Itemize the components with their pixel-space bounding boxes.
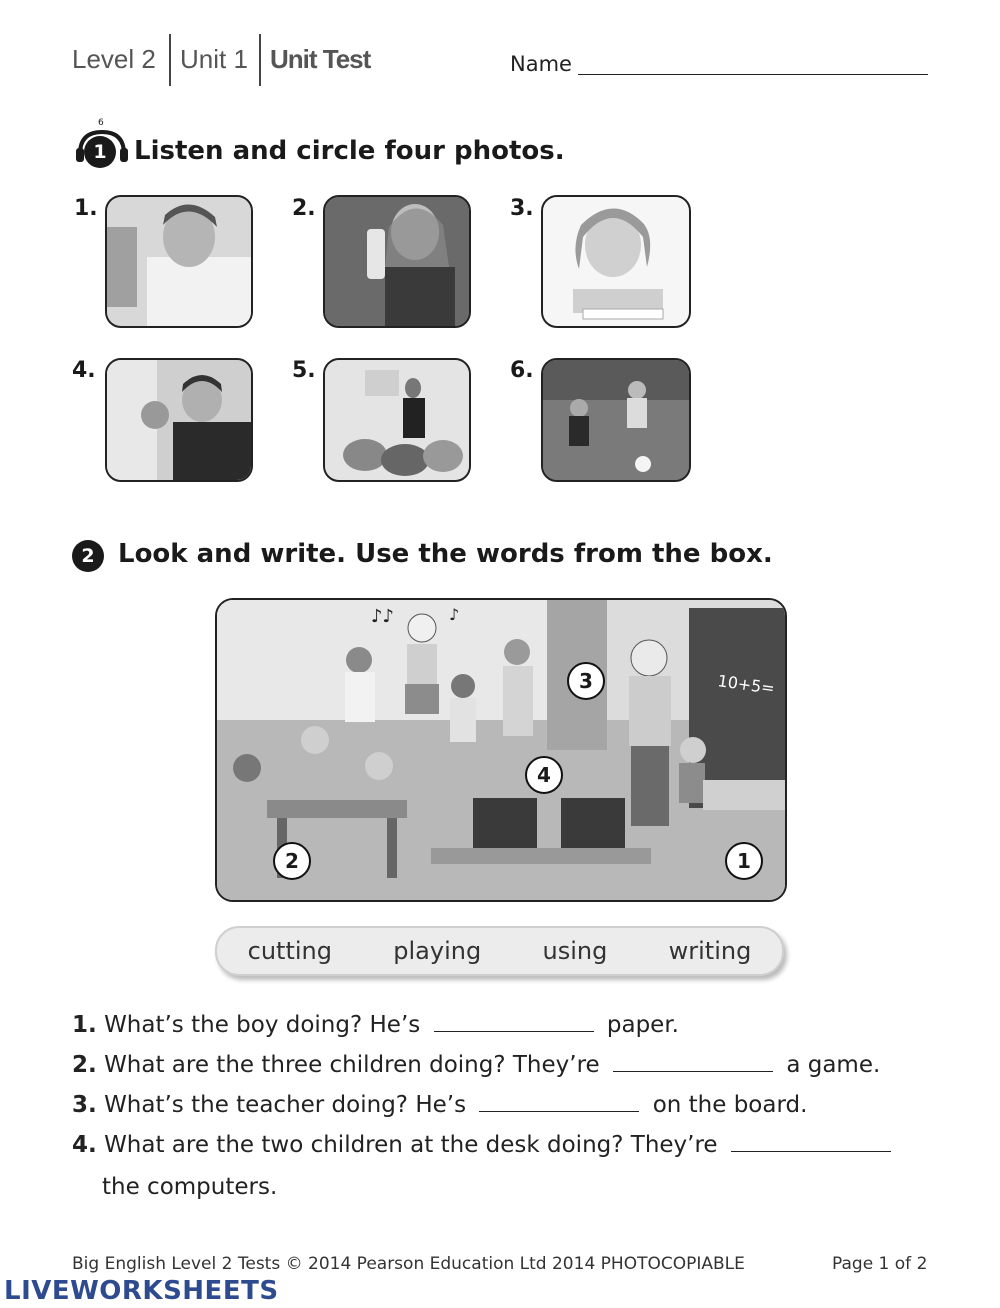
page-number: Page 1 of 2	[832, 1254, 928, 1274]
section-2-title: Look and write. Use the words from the box.	[118, 539, 773, 569]
question-text-after: a game.	[786, 1052, 881, 1078]
name-label: Name	[510, 52, 572, 76]
section-1-number: 1	[84, 136, 116, 168]
header-unit: Unit 1	[180, 44, 248, 74]
photo-number: 6.	[510, 358, 534, 383]
question-number: 4.	[72, 1132, 97, 1158]
scene-label-3: 3	[567, 662, 605, 700]
header-test-title: Unit Test	[270, 44, 371, 74]
photo-boy-computer[interactable]	[105, 195, 253, 328]
question-number: 2.	[72, 1052, 97, 1078]
section-2-number: 2	[72, 540, 104, 572]
photo-number: 5.	[292, 358, 316, 383]
photo-number: 2.	[292, 196, 316, 221]
question-text: What are the three children doing? They’re	[104, 1052, 600, 1078]
photo-number: 1.	[74, 196, 98, 221]
answer-blank-3[interactable]	[479, 1110, 639, 1112]
photo-boy-board[interactable]	[105, 358, 253, 482]
question-number: 1.	[72, 1012, 97, 1038]
word-box	[215, 926, 784, 976]
answer-blank-4[interactable]	[731, 1150, 891, 1152]
photo-girl-glue[interactable]	[323, 195, 471, 328]
board-text: 10+5=	[716, 671, 776, 698]
copyright-text: Big English Level 2 Tests © 2014 Pearson Education Ltd 2014 PHOTOCOPIABLE	[72, 1254, 745, 1274]
svg-text:♪: ♪	[449, 605, 460, 624]
photo-girl-drawing[interactable]	[541, 195, 691, 328]
question-3	[72, 1092, 807, 1118]
photo-soccer[interactable]	[541, 358, 691, 482]
question-number: 3.	[72, 1092, 97, 1118]
header-level: Level 2	[72, 44, 156, 74]
scene-label-2: 2	[273, 842, 311, 880]
section-1-title: Listen and circle four photos.	[134, 136, 565, 166]
liveworksheets-logo[interactable]: LIVEWORKSHEETS	[4, 1276, 279, 1306]
photo-number: 3.	[510, 196, 534, 221]
question-text: What’s the boy doing? He’s	[104, 1012, 421, 1038]
header-divider	[259, 34, 261, 86]
word-playing: playing	[393, 937, 482, 965]
header-divider	[169, 34, 171, 86]
question-text-after: paper.	[606, 1012, 679, 1038]
photo-teacher-class[interactable]	[323, 358, 471, 482]
word-using: using	[542, 937, 608, 965]
answer-blank-1[interactable]	[434, 1030, 594, 1032]
question-1	[72, 1012, 679, 1038]
question-4	[72, 1132, 897, 1158]
answer-blank-2[interactable]	[613, 1070, 773, 1072]
svg-text:♪♪: ♪♪	[371, 606, 394, 627]
question-2	[72, 1052, 880, 1078]
word-cutting: cutting	[247, 937, 332, 965]
track-number: 6	[98, 118, 104, 128]
name-input-line[interactable]	[578, 74, 928, 75]
scene-label-4: 4	[525, 756, 563, 794]
scene-label-1: 1	[725, 842, 763, 880]
question-text: What’s the teacher doing? He’s	[104, 1092, 467, 1118]
classroom-scene	[215, 598, 787, 902]
question-4-continuation: the computers.	[102, 1174, 278, 1200]
photo-number: 4.	[72, 358, 96, 383]
question-text-after: on the board.	[652, 1092, 808, 1118]
question-text: What are the two children at the desk doing? They’re	[104, 1132, 718, 1158]
word-writing: writing	[668, 937, 752, 965]
